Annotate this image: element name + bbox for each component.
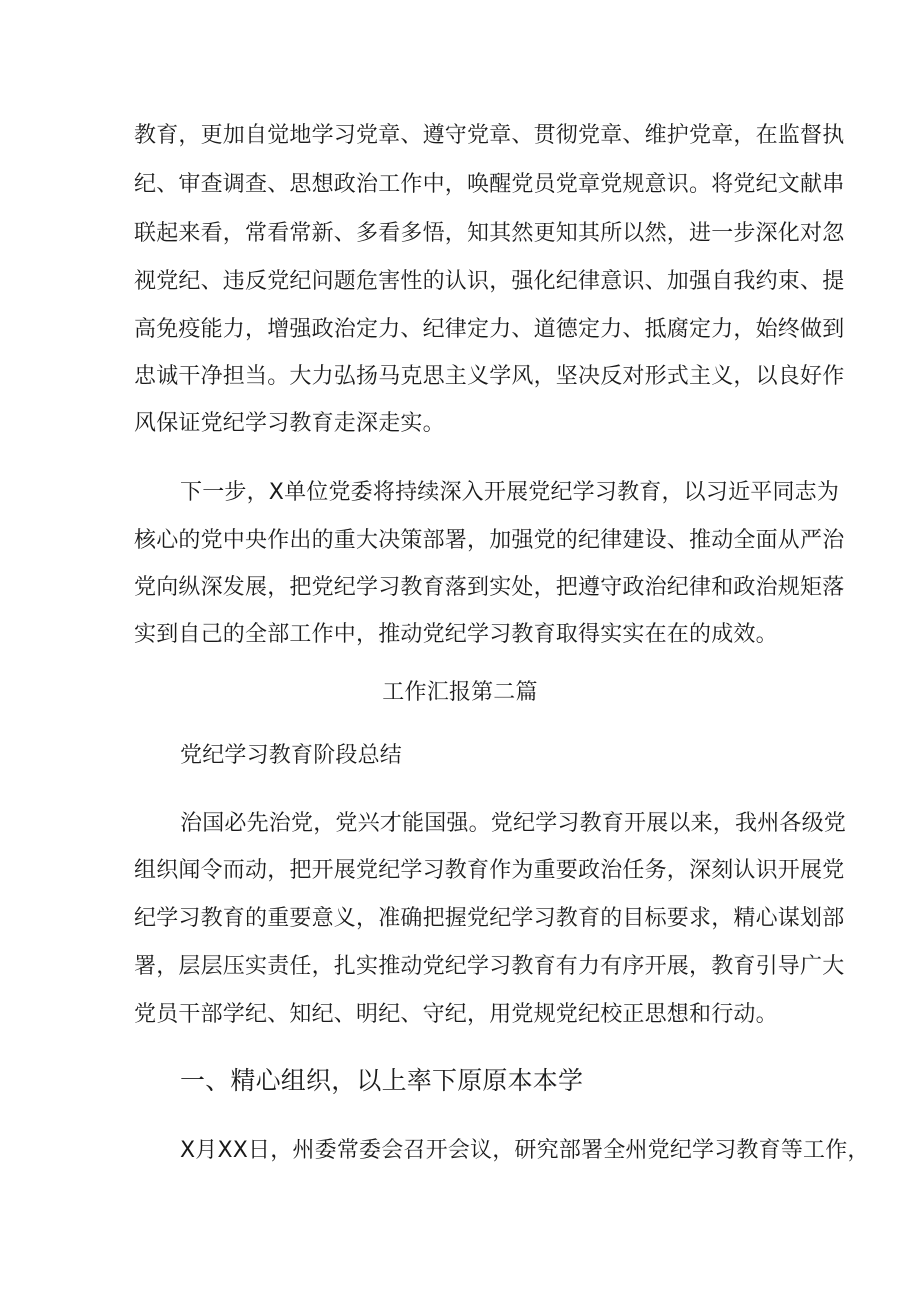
section-title: 工作汇报第二篇 (382, 680, 538, 705)
paragraph-line: 忠诚干净担当。大力弘扬马克思主义学风，坚决反对形式主义，以良好作 (134, 364, 845, 389)
paragraph-line: 风保证党纪学习教育走深走实。 (134, 411, 445, 436)
paragraph-line: 党员干部学纪、知纪、明纪、守纪，用党规党纪校正思想和行动。 (134, 1002, 778, 1027)
paragraph-line: 下一步，X单位党委将持续深入开展党纪学习教育，以习近平同志为 (180, 480, 840, 505)
paragraph-line: 治国必先治党，党兴才能国强。党纪学习教育开展以来，我州各级党 (180, 811, 847, 836)
paragraph-line: 纪、审查调查、思想政治工作中，唤醒党员党章党规意识。将党纪文献串 (134, 172, 845, 197)
paragraph-line: 实到自己的全部工作中，推动党纪学习教育取得实实在在的成效。 (134, 622, 778, 647)
subtitle: 党纪学习教育阶段总结 (180, 743, 403, 768)
paragraph-line: 联起来看，常看常新、多看多悟，知其然更知其所以然，进一步深化对忽 (134, 221, 845, 246)
paragraph-line: X月XX日，州委常委会召开会议，研究部署全州党纪学习教育等工作， (180, 1138, 870, 1163)
paragraph-line: 组织闻令而动，把开展党纪学习教育作为重要政治任务，深刻认识开展党 (134, 858, 845, 883)
paragraph-line: 纪学习教育的重要意义，准确把握党纪学习教育的目标要求，精心谋划部 (134, 906, 845, 931)
paragraph-line: 视党纪、违反党纪问题危害性的认识，强化纪律意识、加强自我约束、提 (134, 269, 845, 294)
paragraph-line: 核心的党中央作出的重大决策部署，加强党的纪律建设、推动全面从严治 (134, 528, 845, 553)
paragraph-line: 教育，更加自觉地学习党章、遵守党章、贯彻党章、维护党章，在监督执 (134, 123, 845, 148)
section-heading: 一、精心组织，以上率下原原本本学 (180, 1066, 584, 1095)
paragraph-line: 高免疫能力，增强政治定力、纪律定力、道德定力、抵腐定力，始终做到 (134, 317, 845, 342)
paragraph-line: 党向纵深发展，把党纪学习教育落到实处，把遵守政治纪律和政治规矩落 (134, 575, 845, 600)
paragraph-line: 署，层层压实责任，扎实推动党纪学习教育有力有序开展，教育引导广大 (134, 954, 845, 979)
